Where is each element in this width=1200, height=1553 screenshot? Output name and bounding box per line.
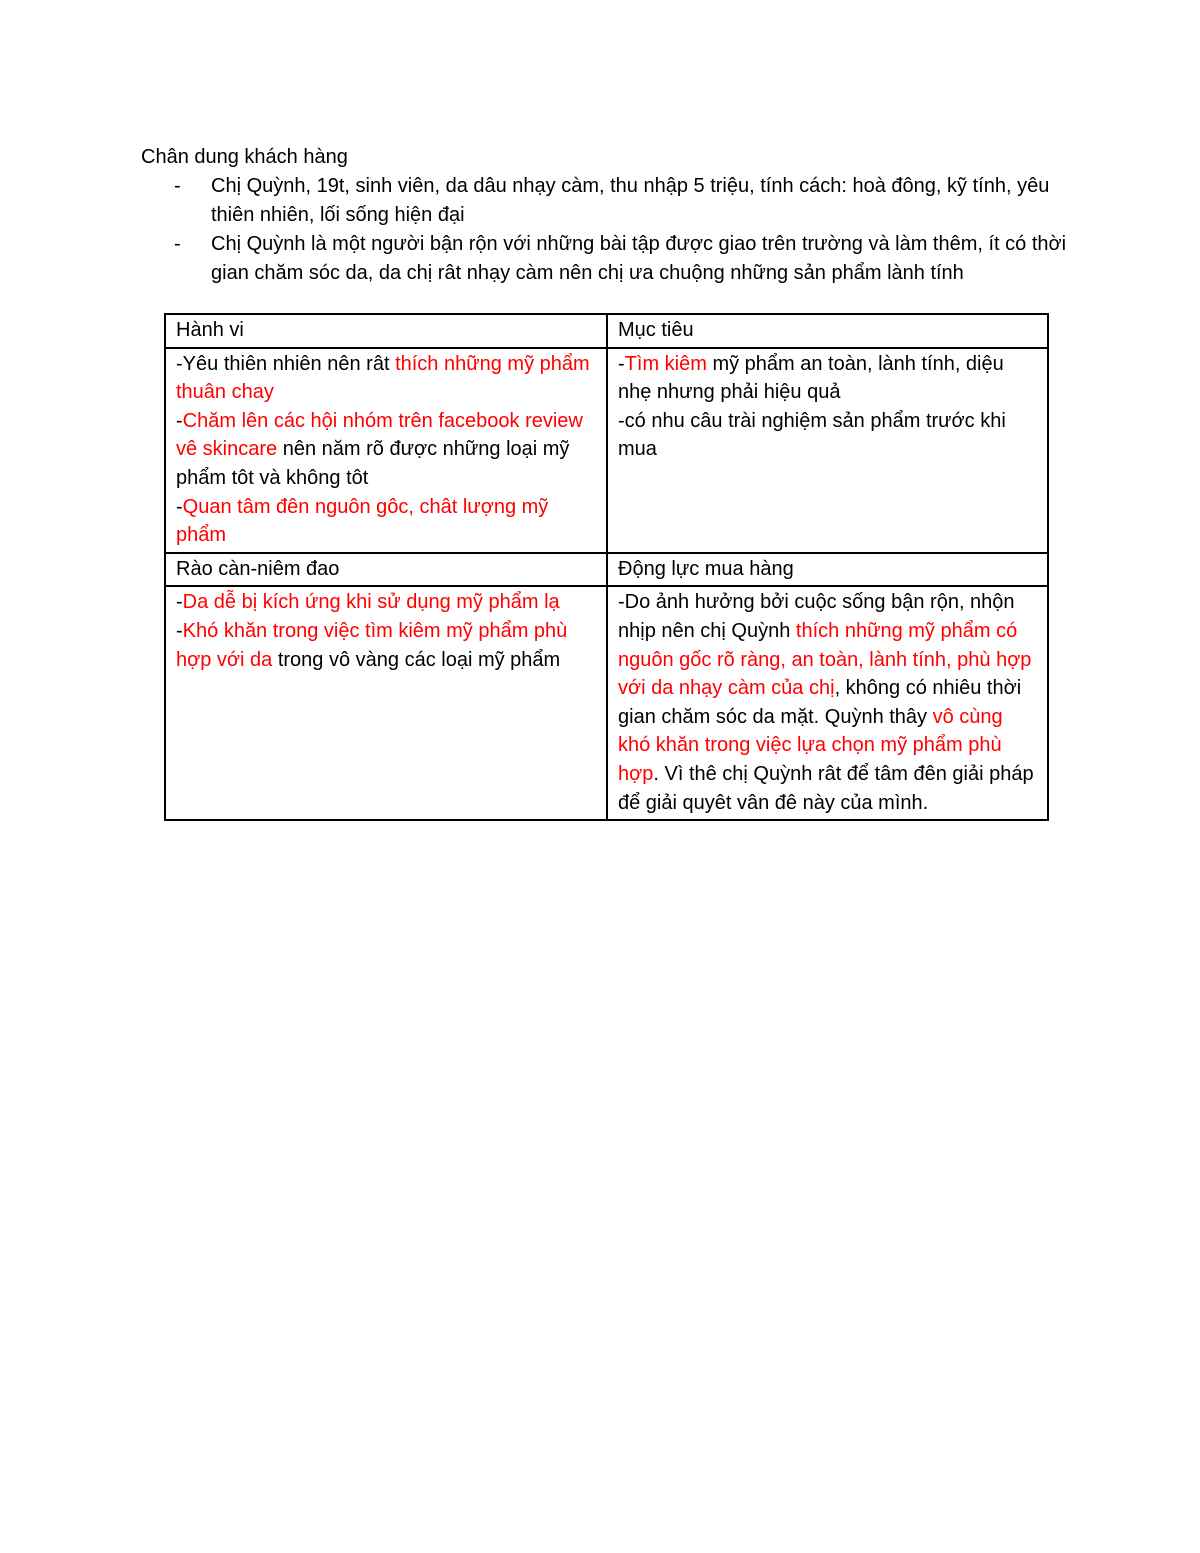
item-dash: - (618, 352, 625, 375)
goal-header: Mục tiêu (607, 314, 1048, 348)
motivation-cell (607, 586, 1048, 820)
goal-item (618, 407, 1037, 464)
item-text: -có nhu câu trài nghiệm sản phẩm trước khi mua (618, 409, 1006, 461)
item-highlight: thích những mỹ phẩm có nguôn gốc rõ ràng, an toàn, lành tính, phù hợp với da nhạy càm của chị (618, 619, 1032, 700)
item-dash: - (176, 495, 183, 518)
item-dash: - (176, 352, 183, 375)
goal-item (618, 350, 1037, 407)
bullet-dash: - (174, 175, 181, 197)
barrier-item (176, 588, 596, 617)
persona-bullet (141, 230, 1071, 288)
table-row (165, 314, 1048, 348)
barrier-item (176, 617, 596, 674)
table-row (165, 586, 1048, 820)
item-highlight: Khó khăn trong việc tìm kiêm mỹ phẩm phù hợp với da (176, 619, 568, 671)
item-dash: - (176, 619, 183, 642)
behavior-item (176, 407, 596, 493)
item-dash: - (176, 591, 183, 614)
item-text: -Do ảnh hưởng bởi cuộc sống bận rộn, nhộn nhịp nên chị Quỳnh (618, 591, 1015, 642)
persona-bullet (141, 172, 1071, 230)
item-text: nên năm rõ được những loại mỹ phẩm tôt và không tôt (176, 438, 570, 489)
item-text: mỹ phẩm an toàn, lành tính, diệu nhẹ nhưng phải hiệu quả (618, 352, 1004, 404)
item-highlight: Tìm kiêm (624, 352, 707, 375)
table-row (165, 553, 1048, 587)
barrier-cell (165, 586, 607, 820)
behavior-header: Hành vi (165, 314, 607, 348)
item-highlight: Chăm lên các hội nhóm trên facebook review vê skincare (176, 409, 583, 461)
item-highlight: Da dễ bị kích ứng khi sử dụng mỹ phẩm lạ (182, 591, 560, 614)
bullet-text: Chị Quỳnh, 19t, sinh viên, da dâu nhạy càm, thu nhập 5 triệu, tính cách: hoà đông, kỹ tính, yêu thiên nhiên, lối sống hiện đại (211, 175, 1050, 226)
barrier-header: Rào càn-niêm đao (165, 553, 607, 587)
behavior-item (176, 350, 596, 407)
bullet-dash: - (174, 233, 181, 255)
item-text: trong vô vàng các loại mỹ phẩm (272, 648, 561, 671)
motivation-paragraph (618, 588, 1037, 817)
bullet-text: Chị Quỳnh là một người bận rộn với những bài tập được giao trên trường và làm thêm, ít có thời gian chăm sóc da, da chị rât nhạy càm nên chị ưa chuộng những sản phẩm lành tính (211, 233, 1067, 284)
item-dash: - (176, 409, 183, 432)
motivation-header: Động lực mua hàng (607, 553, 1048, 587)
item-highlight: vô cùng khó khăn trong việc lựa chọn mỹ phẩm phù hợp (618, 705, 1003, 785)
item-text: . Vì thê chị Quỳnh rât để tâm đên giải pháp để giải quyêt vân đê này của mình. (618, 762, 1034, 814)
document-title: Chân dung khách hàng (141, 146, 348, 168)
behavior-item (176, 493, 596, 550)
item-text: , không có nhiêu thời gian chăm sóc da mặt. Quỳnh thây (618, 677, 1022, 728)
item-highlight: Quan tâm đên nguôn gôc, chât lượng mỹ phẩm (176, 495, 549, 547)
table-row (165, 348, 1048, 553)
item-highlight: thích những mỹ phẩm thuân chay (176, 352, 590, 404)
behavior-cell (165, 348, 607, 553)
persona-bullet-list (141, 172, 1071, 288)
goal-cell (607, 348, 1048, 553)
persona-table (164, 313, 1049, 821)
item-text: Yêu thiên nhiên nên rât (182, 352, 396, 375)
